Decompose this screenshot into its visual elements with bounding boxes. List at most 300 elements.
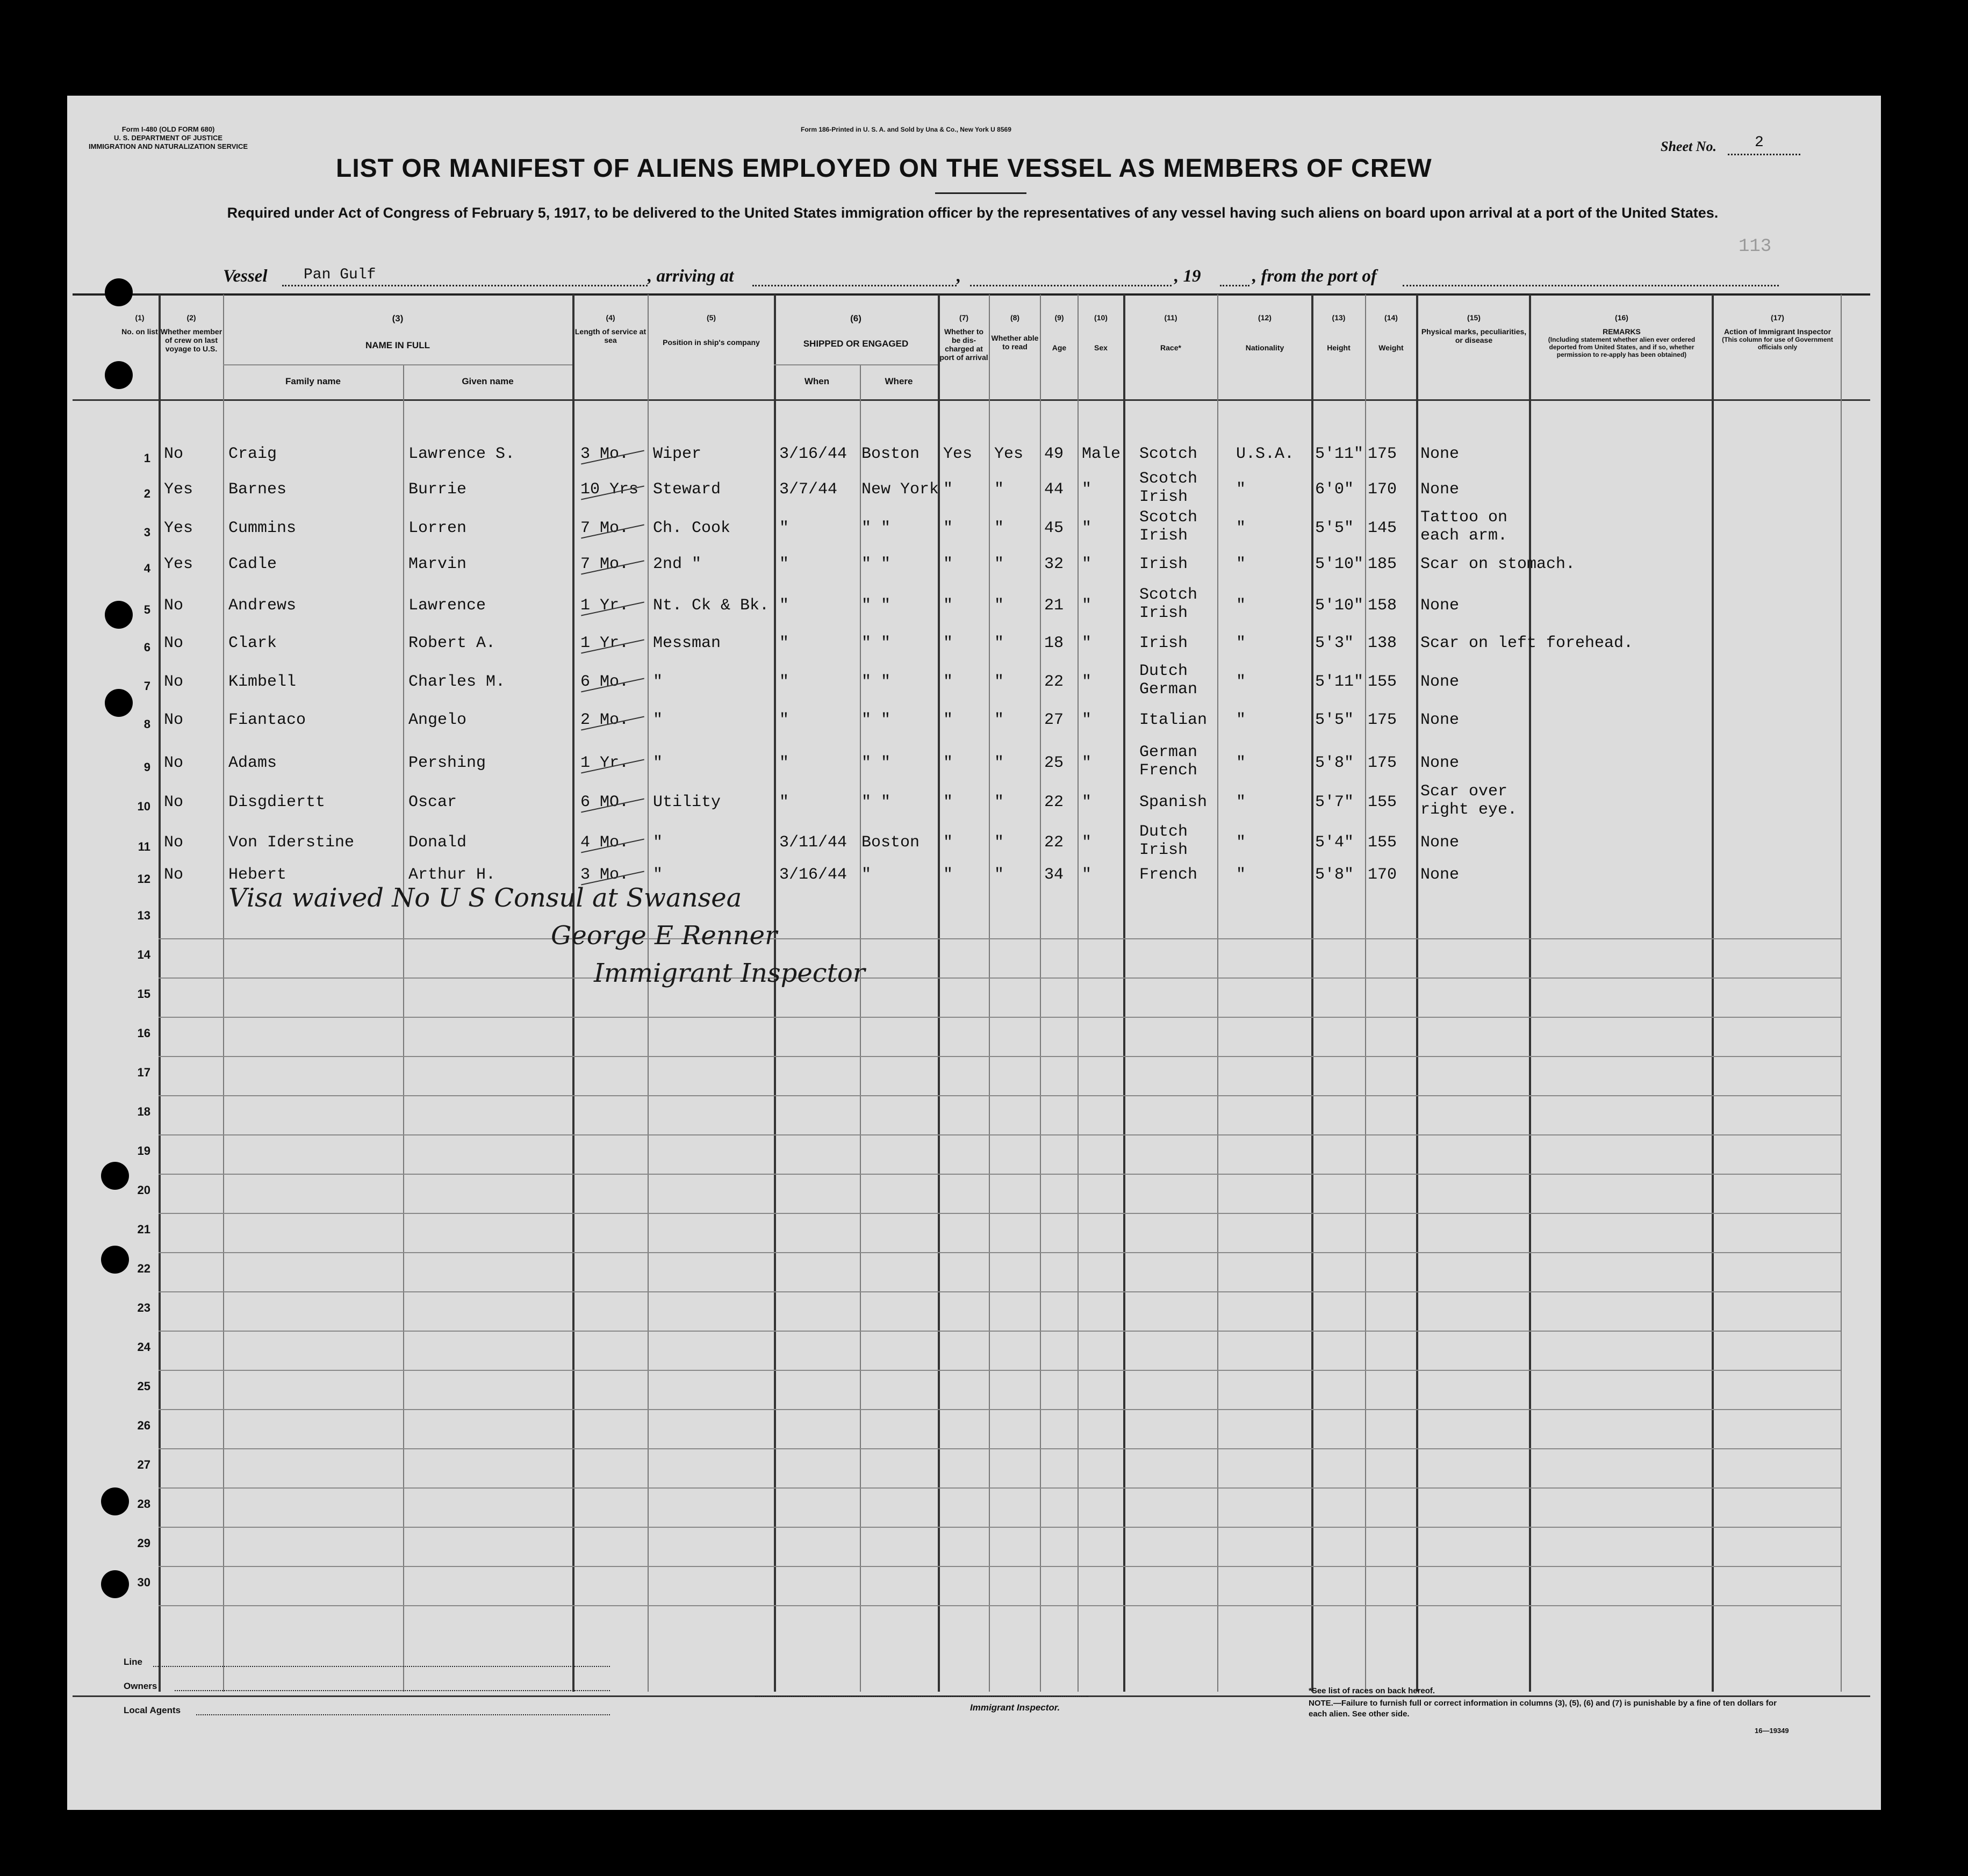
col-title: Nationality <box>1245 343 1284 352</box>
when-cell: " <box>779 596 789 615</box>
row-number: 9 <box>143 760 150 774</box>
col-rule <box>1712 294 1714 1692</box>
col-rule <box>860 364 861 1692</box>
read-cell: " <box>994 555 1004 573</box>
col2-header <box>160 313 223 353</box>
year-label: , 19 <box>1174 267 1201 286</box>
sex-cell: " <box>1082 673 1092 691</box>
given-name-cell: Lorren <box>408 519 467 537</box>
vessel-field-line <box>282 285 648 286</box>
col11-header <box>1124 313 1217 352</box>
col13-header <box>1312 313 1365 352</box>
col-rule <box>1365 294 1366 1692</box>
punch-hole <box>105 278 133 306</box>
col-rule <box>1841 294 1842 1692</box>
position-cell: " <box>653 833 663 852</box>
age-cell: 34 <box>1044 866 1064 884</box>
sex-cell: Male <box>1082 445 1121 463</box>
col3-title: NAME IN FULL <box>365 340 430 350</box>
year-field-line <box>1220 285 1249 286</box>
col-rule <box>774 294 776 1692</box>
service-cell: 7 Mo. <box>580 519 629 537</box>
given-name-cell: Oscar <box>408 793 457 811</box>
prev-cell: Yes <box>164 480 193 499</box>
read-cell: " <box>994 480 1004 499</box>
punch-hole <box>101 1162 129 1190</box>
when-cell: " <box>779 634 789 652</box>
col-number: (11) <box>1164 313 1177 322</box>
prev-cell: No <box>164 711 184 729</box>
col3-family-header: Family name <box>285 376 341 386</box>
sheet-label: Sheet No. <box>1661 139 1716 154</box>
position-cell: Nt. Ck & Bk. <box>653 596 770 615</box>
col-rule <box>1217 294 1218 1692</box>
nationality-cell: " <box>1236 673 1246 691</box>
arriving-field-line <box>752 285 957 286</box>
from-port-field-line <box>1403 285 1779 286</box>
given-name-cell: Arthur H. <box>408 866 496 884</box>
weight-cell: 155 <box>1368 673 1397 691</box>
vessel-name: Pan Gulf <box>304 267 376 283</box>
where-cell: Boston <box>861 445 920 463</box>
position-cell: " <box>653 754 663 772</box>
height-cell: 5'11" <box>1315 445 1364 463</box>
sheet-no: 2 <box>1755 134 1764 151</box>
service-cell: 2 Mo. <box>580 711 629 729</box>
nationality-cell: " <box>1236 793 1246 811</box>
name-subhead-rule <box>223 364 572 365</box>
col-title: Sex <box>1094 343 1108 352</box>
given-name-cell: Lawrence <box>408 596 486 615</box>
physical-marks-cell: Scar over right eye. <box>1420 782 1518 819</box>
row-rule <box>159 1448 1841 1449</box>
when-cell: " <box>779 555 789 573</box>
row-number: 8 <box>143 717 150 731</box>
penalty-note: NOTE.—Failure to furnish full or correct information in columns (3), (5), (6) and (7) is punishable by a fine of ten dollars for each alien. See other side. <box>1309 1699 1777 1719</box>
read-cell: " <box>994 833 1004 852</box>
col-number: (8) <box>1010 313 1020 322</box>
service-cell: 1 Yr. <box>580 634 629 652</box>
col14-header <box>1366 313 1416 352</box>
family-name-cell: Craig <box>228 445 277 463</box>
service-cell: 4 Mo. <box>580 833 629 852</box>
nationality-cell: U.S.A. <box>1236 445 1295 463</box>
discharged-cell: " <box>943 596 953 615</box>
footer-line-label: Line <box>124 1657 142 1667</box>
where-cell: " <box>861 866 872 884</box>
discharged-cell: " <box>943 754 953 772</box>
col-number: (17) <box>1771 313 1784 322</box>
height-cell: 5'8" <box>1315 866 1354 884</box>
col-rule <box>1040 294 1041 1692</box>
read-cell: " <box>994 754 1004 772</box>
race-cell: Dutch Irish <box>1139 823 1188 859</box>
row-rule <box>159 938 1841 939</box>
row-rule <box>159 1174 1841 1175</box>
row-number: 30 <box>137 1576 150 1589</box>
service-cell: 3 Mo. <box>580 866 629 884</box>
nationality-cell: " <box>1236 711 1246 729</box>
race-cell: Irish <box>1139 634 1188 652</box>
discharged-cell: " <box>943 673 953 691</box>
row-number: 6 <box>143 641 150 654</box>
row-rule <box>159 1213 1841 1214</box>
discharged-cell: " <box>943 634 953 652</box>
row-number: 22 <box>137 1262 150 1275</box>
family-name-cell: Hebert <box>228 866 287 884</box>
race-cell: Dutch German <box>1139 662 1198 699</box>
sheet-no-line <box>1728 154 1800 155</box>
prev-cell: No <box>164 445 184 463</box>
sex-cell: " <box>1082 596 1092 615</box>
read-cell: Yes <box>994 445 1024 463</box>
col-number: (5) <box>706 313 716 322</box>
discharged-cell: " <box>943 555 953 573</box>
age-cell: 49 <box>1044 445 1064 463</box>
row-number: 29 <box>137 1536 150 1550</box>
col-title: Position in ship's company <box>663 338 760 347</box>
col-title: Physical marks, peculiarities, or disease <box>1421 327 1527 344</box>
col3-number: (3) <box>392 313 404 324</box>
age-cell: 18 <box>1044 634 1064 652</box>
col12-header <box>1218 313 1311 352</box>
row-rule <box>159 977 1841 979</box>
row-number: 10 <box>137 800 150 813</box>
form-code: 16—19349 <box>1755 1727 1789 1735</box>
family-name-cell: Clark <box>228 634 277 652</box>
row-number: 27 <box>137 1458 150 1471</box>
col-number: (13) <box>1332 313 1346 322</box>
title-underline <box>935 192 1026 194</box>
read-cell: " <box>994 596 1004 615</box>
col-title: Whether member of crew on last voyage to U.S. <box>160 327 222 353</box>
age-cell: 25 <box>1044 754 1064 772</box>
manifest-sheet <box>67 96 1881 1810</box>
height-cell: 5'3" <box>1315 634 1354 652</box>
punch-hole <box>101 1487 129 1515</box>
punch-hole <box>101 1246 129 1274</box>
discharged-cell: " <box>943 711 953 729</box>
col1-header <box>121 313 159 336</box>
col-title: Height <box>1327 343 1351 352</box>
physical-marks-cell: None <box>1420 596 1460 615</box>
col10-header <box>1079 313 1123 352</box>
col-rule <box>1311 294 1313 1692</box>
form-id-line: U. S. DEPARTMENT OF JUSTICE <box>114 134 223 142</box>
nationality-cell: " <box>1236 480 1246 499</box>
punch-hole <box>101 1570 129 1598</box>
weight-cell: 145 <box>1368 519 1397 537</box>
age-cell: 22 <box>1044 833 1064 852</box>
col6-number: (6) <box>850 313 861 324</box>
race-cell: Spanish <box>1139 793 1208 811</box>
col-number: (10) <box>1094 313 1108 322</box>
footer-owners-field <box>175 1690 610 1691</box>
row-number: 3 <box>143 526 150 539</box>
family-name-cell: Kimbell <box>228 673 297 691</box>
row-rule <box>159 1370 1841 1371</box>
row-rule <box>159 1409 1841 1410</box>
row-number: 13 <box>137 909 150 922</box>
weight-cell: 170 <box>1368 480 1397 499</box>
age-cell: 22 <box>1044 673 1064 691</box>
sex-cell: " <box>1082 634 1092 652</box>
nationality-cell: " <box>1236 866 1246 884</box>
height-cell: 5'11" <box>1315 673 1364 691</box>
table-frame <box>73 293 1870 1697</box>
prev-cell: No <box>164 754 184 772</box>
height-cell: 5'5" <box>1315 519 1354 537</box>
row-number: 26 <box>137 1419 150 1432</box>
position-cell: Steward <box>653 480 721 499</box>
col-number: (7) <box>959 313 969 322</box>
weight-cell: 155 <box>1368 793 1397 811</box>
row-rule <box>159 1095 1841 1096</box>
sex-cell: " <box>1082 711 1092 729</box>
col-rule <box>1529 294 1531 1692</box>
col-subtitle: (Including statement whether alien ever ordered deported from United States, and if so, whether permission to re-apply has been obtained) <box>1548 336 1696 358</box>
nationality-cell: " <box>1236 754 1246 772</box>
handwritten-visa-note: Visa waived No U S Consul at Swansea <box>228 883 742 913</box>
col-number: (12) <box>1258 313 1272 322</box>
col15-header <box>1419 313 1529 344</box>
read-cell: " <box>994 673 1004 691</box>
form-id <box>89 125 248 151</box>
sex-cell: " <box>1082 480 1092 499</box>
weight-cell: 175 <box>1368 445 1397 463</box>
age-cell: 21 <box>1044 596 1064 615</box>
given-name-cell: Robert A. <box>408 634 496 652</box>
when-cell: " <box>779 754 789 772</box>
position-cell: 2nd " <box>653 555 702 573</box>
race-cell: Scotch Irish <box>1139 508 1198 545</box>
nationality-cell: " <box>1236 634 1246 652</box>
col-rule <box>223 294 224 1692</box>
col-title: Action of Immigrant Inspector <box>1723 327 1831 336</box>
col-number: (16) <box>1615 313 1628 322</box>
position-cell: Wiper <box>653 445 702 463</box>
service-cell: 1 Yr. <box>580 596 629 615</box>
position-cell: " <box>653 673 663 691</box>
family-name-cell: Disgdiertt <box>228 793 326 811</box>
service-cell: 10 Yrs <box>580 480 639 499</box>
page-subtitle: Required under Act of Congress of February 5, 1917, to be delivered to the United States immigration officer by the representatives of any vessel having such aliens on board upon arrival at a port of the United States. <box>227 205 1719 221</box>
physical-marks-cell: Scar on left forehead. <box>1420 634 1634 652</box>
row-number: 15 <box>137 987 150 1001</box>
sex-cell: " <box>1082 519 1092 537</box>
family-name-cell: Von Iderstine <box>228 833 355 852</box>
prev-cell: No <box>164 634 184 652</box>
where-cell: New York <box>861 480 939 499</box>
family-name-cell: Cummins <box>228 519 297 537</box>
race-cell: Scotch Irish <box>1139 586 1198 622</box>
when-cell: 3/16/44 <box>779 866 847 884</box>
row-number: 5 <box>143 603 150 616</box>
physical-marks-cell: Tattoo on each arm. <box>1420 508 1508 545</box>
row-number: 21 <box>137 1223 150 1236</box>
height-cell: 5'7" <box>1315 793 1354 811</box>
col-rule <box>159 294 161 1692</box>
age-cell: 45 <box>1044 519 1064 537</box>
col6-where-header: Where <box>885 376 913 386</box>
where-cell: " " <box>861 519 891 537</box>
family-name-cell: Fiantaco <box>228 711 306 729</box>
nationality-cell: " <box>1236 596 1246 615</box>
prev-cell: No <box>164 596 184 615</box>
race-cell: German French <box>1139 743 1198 780</box>
punch-hole <box>105 361 133 389</box>
position-cell: Ch. Cook <box>653 519 731 537</box>
service-cell: 6 Mo. <box>580 673 629 691</box>
row-number: 19 <box>137 1144 150 1158</box>
where-cell: " " <box>861 555 891 573</box>
form-id-line: Form I-480 (OLD FORM 680) <box>121 125 215 133</box>
row-number: 25 <box>137 1379 150 1393</box>
when-cell: " <box>779 711 789 729</box>
handwritten-inspector-title: Immigrant Inspector <box>594 958 865 988</box>
given-name-cell: Charles M. <box>408 673 506 691</box>
col-rule <box>572 294 574 1692</box>
sex-cell: " <box>1082 555 1092 573</box>
discharged-cell: Yes <box>943 445 973 463</box>
row-number: 18 <box>137 1105 150 1118</box>
col-number: (9) <box>1054 313 1064 322</box>
read-cell: " <box>994 866 1004 884</box>
service-cell: 3 Mo. <box>580 445 629 463</box>
row-rule <box>159 1252 1841 1253</box>
sex-cell: " <box>1082 754 1092 772</box>
height-cell: 6'0" <box>1315 480 1354 499</box>
form-id-line: IMMIGRATION AND NATURALIZATION SERVICE <box>89 142 248 150</box>
age-cell: 32 <box>1044 555 1064 573</box>
read-cell: " <box>994 634 1004 652</box>
row-rule <box>159 1331 1841 1332</box>
read-cell: " <box>994 519 1004 537</box>
col4-header <box>573 313 648 344</box>
col-number: (1) <box>135 313 145 322</box>
where-cell: " " <box>861 634 891 652</box>
vessel-label: Vessel <box>223 267 268 286</box>
col3-given-header: Given name <box>462 376 514 386</box>
col-title: REMARKS <box>1603 327 1641 336</box>
footer-owners-label: Owners <box>124 1681 157 1691</box>
discharged-cell: " <box>943 793 953 811</box>
physical-marks-cell: Scar on stomach. <box>1420 555 1576 573</box>
row-number: 20 <box>137 1183 150 1197</box>
physical-marks-cell: None <box>1420 480 1460 499</box>
col-subtitle: (This column for use of Government officials only <box>1722 336 1833 351</box>
nationality-cell: " <box>1236 555 1246 573</box>
race-cell: French <box>1139 866 1198 884</box>
date-field-line <box>970 285 1172 286</box>
family-name-cell: Cadle <box>228 555 277 573</box>
punch-hole <box>105 601 133 629</box>
col-rule <box>403 364 404 1692</box>
physical-marks-cell: None <box>1420 673 1460 691</box>
discharged-cell: " <box>943 519 953 537</box>
row-number: 17 <box>137 1066 150 1079</box>
age-cell: 27 <box>1044 711 1064 729</box>
footer-agents-field <box>196 1714 610 1715</box>
when-cell: 3/16/44 <box>779 445 847 463</box>
race-note: *See list of races on back hereof. <box>1309 1686 1435 1695</box>
row-rule <box>159 1527 1841 1528</box>
col-number: (15) <box>1467 313 1481 322</box>
service-cell: 6 MO. <box>580 793 629 811</box>
arriving-label: , arriving at <box>648 267 734 286</box>
where-cell: " " <box>861 754 891 772</box>
prev-cell: No <box>164 866 184 884</box>
printer-note: Form 186-Printed in U. S. A. and Sold by Una & Co., New York U 8569 <box>801 126 1011 133</box>
position-cell: " <box>653 866 663 884</box>
height-cell: 5'8" <box>1315 754 1354 772</box>
physical-marks-cell: None <box>1420 754 1460 772</box>
family-name-cell: Andrews <box>228 596 297 615</box>
col-title: Age <box>1052 343 1067 352</box>
row-rule <box>159 1291 1841 1292</box>
read-cell: " <box>994 793 1004 811</box>
age-cell: 44 <box>1044 480 1064 499</box>
row-rule <box>159 1017 1841 1018</box>
weight-cell: 138 <box>1368 634 1397 652</box>
family-name-cell: Barnes <box>228 480 287 499</box>
height-cell: 5'5" <box>1315 711 1354 729</box>
discharged-cell: " <box>943 833 953 852</box>
col5-header <box>649 313 774 347</box>
col9-header <box>1041 313 1078 352</box>
nationality-cell: " <box>1236 519 1246 537</box>
weight-cell: 175 <box>1368 711 1397 729</box>
when-cell: 3/7/44 <box>779 480 838 499</box>
prev-cell: Yes <box>164 555 193 573</box>
height-cell: 5'4" <box>1315 833 1354 852</box>
position-cell: Messman <box>653 634 721 652</box>
prev-cell: No <box>164 793 184 811</box>
prev-cell: No <box>164 833 184 852</box>
row-rule <box>159 1605 1841 1606</box>
col7-header <box>939 313 989 362</box>
row-number: 24 <box>137 1340 150 1354</box>
row-number: 1 <box>143 451 150 465</box>
height-cell: 5'10" <box>1315 596 1364 615</box>
stamp-number: 113 <box>1739 236 1772 257</box>
row-number: 28 <box>137 1497 150 1511</box>
col-rule <box>989 294 990 1692</box>
where-cell: " " <box>861 596 891 615</box>
row-number: 2 <box>143 487 150 500</box>
shipped-subhead-rule <box>774 364 938 365</box>
row-number: 11 <box>138 840 150 853</box>
row-number: 23 <box>137 1301 150 1314</box>
weight-cell: 155 <box>1368 833 1397 852</box>
page-title: LIST OR MANIFEST OF ALIENS EMPLOYED ON THE VESSEL AS MEMBERS OF CREW <box>336 154 1432 183</box>
position-cell: " <box>653 711 663 729</box>
nationality-cell: " <box>1236 833 1246 852</box>
given-name-cell: Angelo <box>408 711 467 729</box>
col-rule <box>1123 294 1125 1692</box>
inspector-label: Immigrant Inspector. <box>970 1702 1060 1713</box>
physical-marks-cell: None <box>1420 445 1460 463</box>
comma: , <box>957 267 961 286</box>
col-rule <box>938 294 940 1692</box>
when-cell: 3/11/44 <box>779 833 847 852</box>
punch-hole <box>105 689 133 717</box>
col6-title: SHIPPED OR ENGAGED <box>803 339 909 349</box>
col-title: Weight <box>1378 343 1404 352</box>
row-rule <box>159 1134 1841 1135</box>
row-number: 7 <box>143 679 150 693</box>
handwritten-signature: George E Renner <box>551 921 778 951</box>
